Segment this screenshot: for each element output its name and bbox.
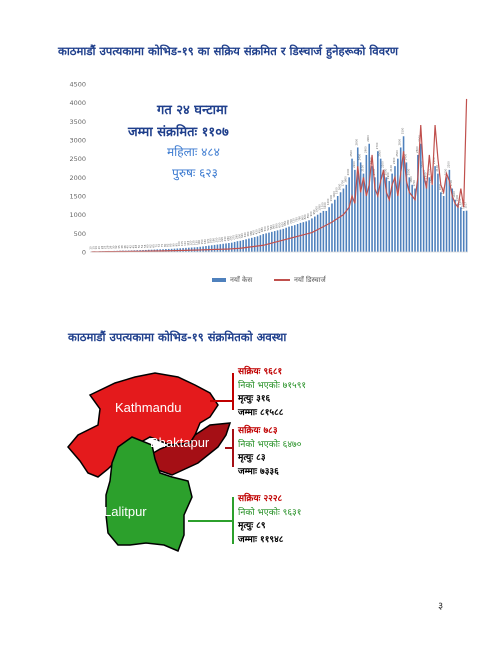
bar-data-label: 1200 [327, 198, 331, 206]
stats-male: पुरुषः ६२३ [172, 166, 218, 180]
bar-data-label: 400 [252, 230, 256, 236]
bar-data-label: 160 [203, 239, 207, 245]
bar-data-label: 1500 [335, 187, 339, 194]
bar-data-label: 1800 [344, 176, 348, 183]
bar-data-label: 1400 [453, 191, 457, 198]
bar-data-label: 1300 [329, 194, 333, 202]
bar-data-label: 50 [138, 244, 142, 249]
bar-data-label: 2200 [352, 161, 356, 168]
map-title: काठमाडौं उपत्यकामा कोभिड-१९ संक्रमितको अवस्था [68, 330, 287, 344]
bar-data-label: 2400 [358, 153, 362, 161]
bar-data-label: 270 [232, 234, 236, 240]
bar-data-label: 70 [155, 244, 159, 248]
bar-data-label: 2100 [435, 164, 439, 172]
bar-data-label: 2000 [372, 168, 376, 176]
bar-data-label: 28 [106, 245, 110, 249]
bar-data-label: 1100 [324, 202, 328, 209]
label-lalitpur: Lalitpur [104, 504, 147, 519]
bar-data-label: 38 [120, 245, 124, 249]
bar-data-label: 2900 [367, 135, 371, 142]
bar-data-label: 620 [281, 221, 285, 227]
bar-data-label: 290 [235, 234, 239, 240]
bar-data-label: 450 [258, 228, 262, 234]
bar-data-label: 580 [275, 223, 279, 229]
bar-data-label: 600 [278, 222, 282, 228]
bar-data-label: 520 [266, 225, 270, 231]
bar-data-label: 105 [181, 241, 185, 247]
bar-data-label: 32 [115, 245, 119, 249]
bar-data-label: 2800 [398, 138, 402, 146]
legend-label-new-discharge: नयाँ डिस्चार्ज [294, 276, 326, 284]
bar-data-label: 2300 [433, 157, 437, 165]
bar-data-label: 14 [95, 246, 99, 250]
bar-data-label: 650 [284, 220, 288, 226]
bar-data-label: 52 [140, 244, 144, 249]
y-tick-label: 1000 [69, 211, 86, 220]
bar-data-label: 1200 [458, 198, 462, 206]
bar-data-label: 2500 [378, 150, 382, 157]
bhaktapur-active: सक्रियः ७८३ [238, 426, 278, 436]
bar-data-label: 250 [229, 235, 233, 241]
bar-data-label: 2000 [384, 168, 388, 176]
bar-data-label: 42 [129, 245, 133, 249]
bar-data-label: 380 [249, 230, 253, 236]
y-tick-label: 0 [81, 248, 86, 257]
stats-female: महिलाः ४८४ [167, 145, 220, 159]
bar-data-label: 125 [192, 240, 196, 246]
bar-data-label: 35 [118, 245, 122, 249]
lalitpur-active: सक्रियः २२२८ [238, 494, 283, 504]
bar-data-label: 2000 [347, 168, 351, 176]
bar-data-label: 1700 [413, 179, 417, 187]
bar-data-label: 48 [135, 244, 139, 249]
bar-data-label: 340 [244, 232, 248, 238]
bar-data-label: 170 [206, 238, 210, 244]
bar-data-label: 1900 [424, 172, 428, 180]
info-lalitpur [238, 493, 301, 547]
y-tick-label: 4000 [69, 99, 86, 108]
bar-data-label: 2900 [418, 135, 422, 142]
bar-data-label: 3100 [401, 127, 405, 135]
info-bhaktapur [238, 425, 301, 479]
bar-data-label: 1400 [332, 191, 336, 198]
bar-data-label: 26 [109, 245, 113, 250]
bar-data-label: 320 [241, 233, 245, 239]
bhaktapur-total: जम्माः ७३३६ [238, 466, 279, 477]
kathmandu-active: सक्रियः ९६८१ [238, 367, 283, 377]
bar-data-label: 750 [295, 217, 299, 222]
bar-data-label: 10 [89, 246, 93, 250]
bar-data-label: 900 [309, 211, 313, 217]
y-tick-label: 500 [73, 229, 86, 238]
bar-data-label: 1600 [338, 183, 342, 191]
bar-data-label: 25 [103, 245, 107, 250]
info-kathmandu [238, 366, 306, 420]
bar-data-label: 190 [212, 237, 216, 243]
bar-data-label: 90 [172, 243, 176, 247]
bar-data-label: 950 [312, 209, 316, 215]
bar-data-label: 2600 [415, 146, 419, 153]
bar-data-label: 45 [132, 245, 136, 249]
bar-data-label: 130 [195, 240, 199, 246]
bar-data-label: 60 [146, 244, 150, 248]
bar-data-label: 2200 [381, 161, 385, 168]
bar-data-label: 1700 [450, 179, 454, 187]
bar-data-label: 120 [189, 240, 193, 246]
bar-data-label: 1900 [387, 172, 391, 180]
bar-data-label: 2200 [421, 161, 425, 168]
bar-data-label: 115 [186, 240, 190, 246]
bar-data-label: 2100 [361, 164, 365, 172]
bar-data-label: 2200 [447, 161, 451, 168]
bar-data-label: 420 [255, 229, 259, 235]
bar-data-label: 240 [226, 236, 230, 242]
lalitpur-deaths: मृत्युः ८९ [238, 521, 266, 531]
bar-data-label: 55 [143, 244, 147, 248]
bar-data-label: 300 [238, 233, 242, 239]
bar-data-label: 85 [169, 243, 173, 247]
bar-data-label: 1500 [441, 187, 445, 194]
bar-data-label: 180 [209, 238, 213, 244]
bar-data-label: 2600 [364, 146, 368, 153]
bar-data-label: 500 [264, 226, 268, 232]
label-kathmandu: Kathmandu [115, 400, 182, 415]
label-bhaktapur: Bhaktapur [150, 435, 210, 450]
bar-data-label: 140 [198, 239, 202, 245]
stats-total-infected: जम्मा संक्रमितः ११०७ [128, 125, 229, 140]
y-tick-label: 3000 [69, 136, 86, 145]
bar-data-label: 80 [163, 243, 167, 248]
bar-data-label: 2000 [444, 168, 448, 176]
bar-data-label: 2800 [355, 138, 359, 146]
chart-title: काठमाडौं उपत्यकामा कोभिड-१९ का सक्रिय संक्रमित र डिस्चार्ज हुनेहरूको विवरण [58, 44, 399, 58]
y-tick-label: 3500 [69, 117, 86, 126]
bar-data-label: 2400 [404, 153, 408, 161]
bhaktapur-recovered: निको भएकोः ६४७० [238, 439, 302, 450]
bar-data-label: 850 [307, 213, 311, 219]
bar-data-label: 75 [161, 243, 165, 248]
bar-data-label: 36 [123, 245, 127, 249]
bar-data-label: 1000 [315, 206, 319, 213]
bar-data-label: 110 [183, 240, 187, 246]
bar-data-label: 2100 [390, 164, 394, 172]
kathmandu-total: जम्माः ८१५८८ [238, 407, 284, 418]
bar-data-label: 15 [92, 246, 96, 250]
bar-data-label: 82 [166, 243, 170, 247]
bar-data-label: 1700 [341, 179, 345, 187]
bar-data-label: 700 [289, 218, 293, 224]
bar-data-label: 65 [152, 244, 156, 248]
kathmandu-recovered: निको भएकोः ७१५९१ [238, 380, 307, 391]
bar-data-label: 40 [126, 245, 130, 249]
bar-data-label: 540 [269, 224, 273, 230]
bar-data-label: 30 [112, 245, 116, 249]
bar-data-label: 1300 [455, 194, 459, 202]
bar-data-label: 220 [221, 236, 225, 242]
bar-data-label: 2300 [392, 157, 396, 165]
bar-data-label: 230 [224, 236, 228, 242]
lalitpur-total: जम्माः ११९४८ [238, 534, 284, 545]
bar-data-label: 1600 [438, 183, 442, 191]
bar-data-label: 1800 [430, 176, 434, 183]
bar-data-label: 1100 [321, 202, 325, 209]
bar-data-label: 62 [149, 244, 153, 248]
bar-data-label: 680 [287, 219, 291, 225]
page-number: ३ [438, 601, 444, 612]
bar-data-label: 480 [261, 227, 265, 233]
legend-label-new-cases: नयाँ केस [230, 276, 253, 284]
bar-data-label: 780 [298, 215, 302, 221]
bar-data-label: 1050 [318, 204, 322, 211]
bar-data-label: 1800 [410, 176, 414, 183]
bar-data-label: 2500 [395, 150, 399, 157]
bar-data-label: 20 [98, 245, 102, 250]
bar-data-label: 800 [301, 215, 305, 221]
y-tick-label: 4500 [69, 80, 86, 89]
bar-data-label: 2000 [427, 168, 431, 176]
bar-data-label: 100 [178, 241, 182, 247]
bar-data-label: 72 [158, 243, 162, 248]
bar-data-label: 360 [246, 231, 250, 237]
bar-data-label: 2500 [350, 150, 354, 157]
stats-last-24h: गत २४ घन्टामा [157, 103, 228, 118]
lalitpur-recovered: निको भएकोः ९६३१ [238, 507, 302, 518]
bar-data-label: 1107 [464, 202, 468, 209]
bar-data-label: 200 [215, 237, 219, 243]
bhaktapur-deaths: मृत्युः ८३ [238, 453, 266, 463]
bar-data-label: 210 [218, 237, 222, 243]
bar-data-label: 2700 [375, 142, 379, 150]
bar-data-label: 1100 [461, 202, 465, 209]
bar-data-label: 560 [272, 224, 276, 230]
y-tick-label: 2500 [69, 155, 86, 164]
bar-data-label: 95 [175, 243, 179, 247]
bar-data-label: 24 [100, 245, 104, 250]
bar-data-label: 2000 [407, 168, 411, 176]
y-tick-label: 2000 [69, 173, 86, 182]
bar-data-label: 2300 [370, 157, 374, 165]
bar-data-label: 720 [292, 218, 296, 224]
bar-data-label: 820 [304, 214, 308, 220]
y-tick-label: 1500 [69, 192, 86, 201]
bar-data-label: 150 [201, 239, 205, 245]
kathmandu-deaths: मृत्युः ३१६ [238, 394, 271, 404]
